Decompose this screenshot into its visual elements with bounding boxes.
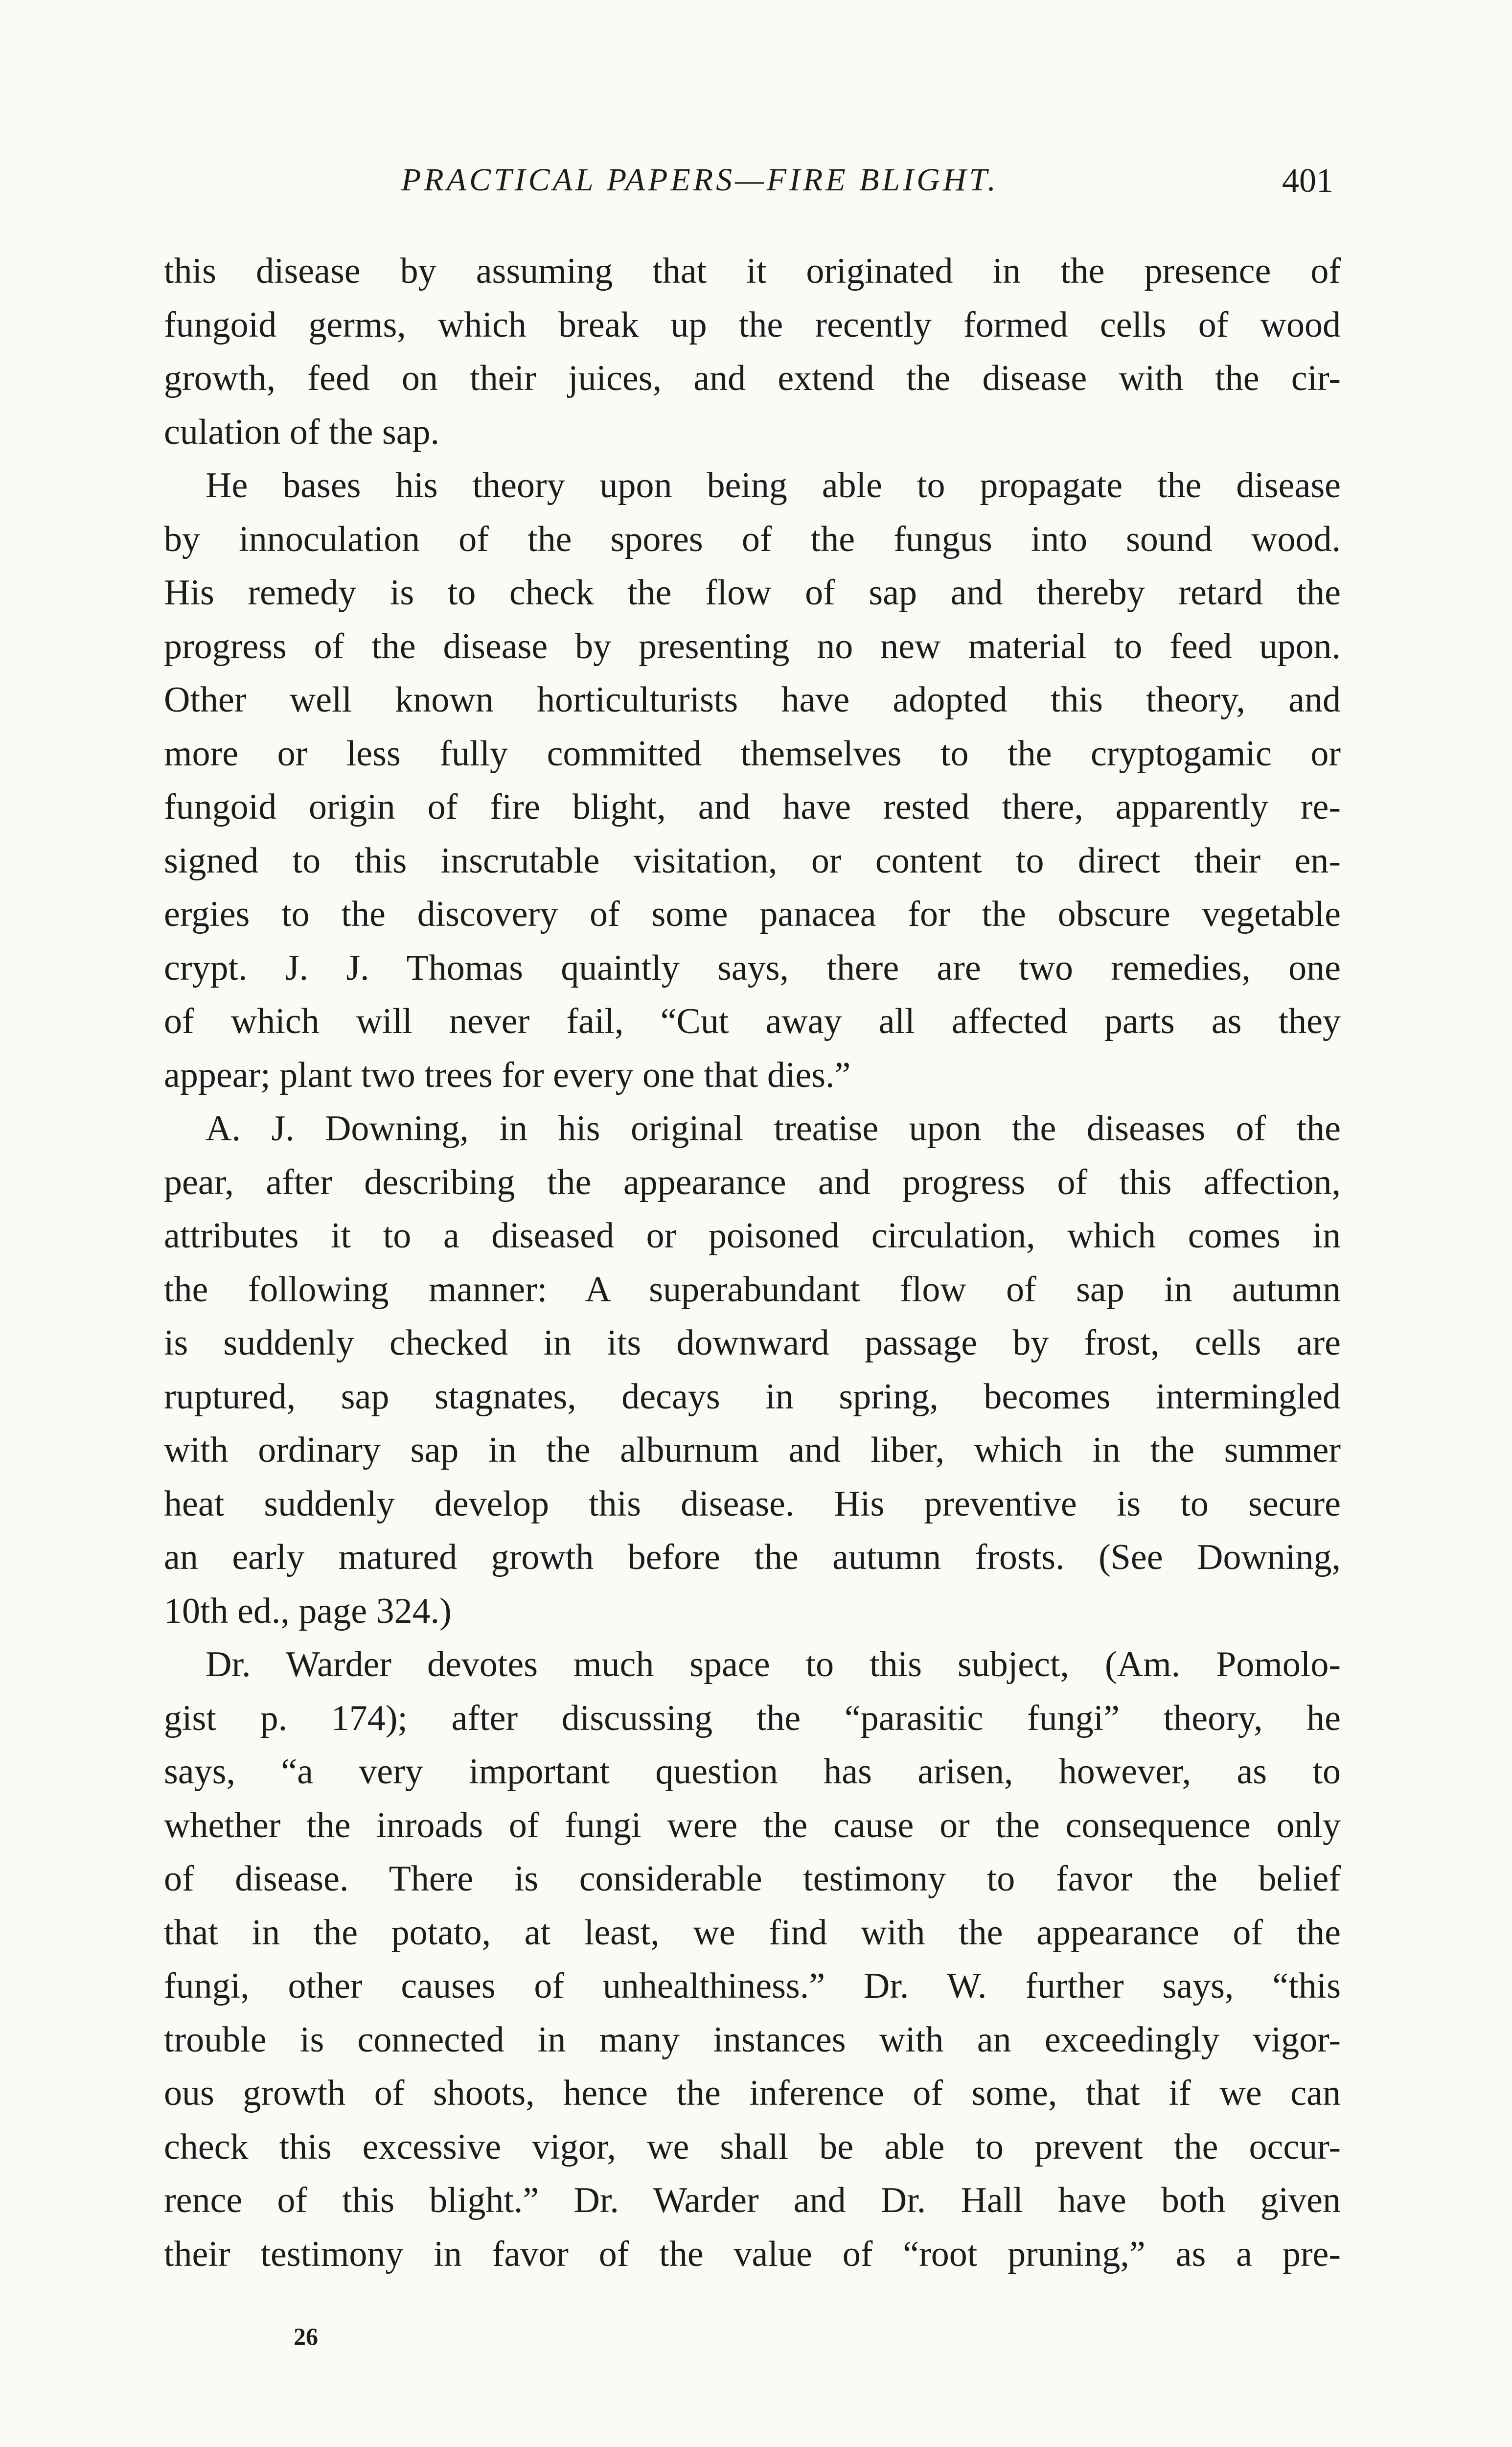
text-line: trouble is connected in many instances with an exceedingly vigor- <box>164 2019 1341 2060</box>
text-line: crypt. J. J. Thomas quaintly says, there are two remedies, one <box>164 947 1341 988</box>
page-number: 401 <box>1282 162 1333 200</box>
text-line: He bases his theory upon being able to propagate the disease <box>206 465 1341 506</box>
text-line: is suddenly checked in its downward passage by frost, cells are <box>164 1323 1341 1363</box>
text-line: appear; plant two trees for every one that dies.” <box>164 1055 851 1095</box>
text-line: pear, after describing the appearance and progress of this affection, <box>164 1162 1341 1202</box>
text-line: of which will never fail, “Cut away all affected parts as they <box>164 1001 1341 1041</box>
text-line: 10th ed., page 324.) <box>164 1591 452 1631</box>
text-line: rence of this blight.” Dr. Warder and Dr. Hall have both given <box>164 2180 1341 2220</box>
text-line: signed to this inscrutable visitation, or content to direct their en- <box>164 840 1341 881</box>
body-text <box>164 245 1341 2281</box>
text-line: their testimony in favor of the value of “root pruning,” as a pre- <box>164 2234 1341 2274</box>
text-line: gist p. 174); after discussing the “parasitic fungi” theory, he <box>164 1698 1341 1738</box>
text-line: an early matured growth before the autumn frosts. (See Downing, <box>164 1537 1341 1577</box>
text-line: this disease by assuming that it originated in the presence of <box>164 251 1341 291</box>
text-line: His remedy is to check the flow of sap and thereby retard the <box>164 573 1341 613</box>
text-line: culation of the sap. <box>164 412 440 452</box>
text-line: A. J. Downing, in his original treatise upon the diseases of the <box>206 1108 1341 1149</box>
text-line: that in the potato, at least, we find with the appearance of the <box>164 1912 1341 1953</box>
text-line: ergies to the discovery of some panacea for the obscure vegetable <box>164 894 1341 934</box>
text-line: check this excessive vigor, we shall be able to prevent the occur- <box>164 2126 1341 2167</box>
text-line: with ordinary sap in the alburnum and liber, which in the summer <box>164 1430 1341 1470</box>
text-line: ous growth of shoots, hence the inference of some, that if we can <box>164 2073 1341 2113</box>
text-line: fungoid germs, which break up the recently formed cells of wood <box>164 304 1341 345</box>
text-line: fungi, other causes of unhealthiness.” Dr. W. further says, “this <box>164 1966 1341 2006</box>
text-line: Other well known horticulturists have adopted this theory, and <box>164 680 1341 720</box>
text-line: growth, feed on their juices, and extend the disease with the cir- <box>164 358 1341 398</box>
text-line: says, “a very important question has arisen, however, as to <box>164 1752 1341 1792</box>
text-line: more or less fully committed themselves to the cryptogamic or <box>164 733 1341 774</box>
text-line: the following manner: A superabundant flow of sap in autumn <box>164 1269 1341 1310</box>
text-line: whether the inroads of fungi were the cause or the consequence only <box>164 1805 1341 1846</box>
text-line: heat suddenly develop this disease. His preventive is to secure <box>164 1483 1341 1524</box>
text-line: by innoculation of the spores of the fungus into sound wood. <box>164 519 1341 559</box>
text-line: Dr. Warder devotes much space to this subject, (Am. Pomolo- <box>206 1644 1341 1685</box>
text-line: of disease. There is considerable testimony to favor the belief <box>164 1859 1341 1899</box>
running-title: PRACTICAL PAPERS—FIRE BLIGHT. <box>401 162 999 198</box>
text-line: ruptured, sap stagnates, decays in spring, becomes intermingled <box>164 1376 1341 1417</box>
text-line: attributes it to a diseased or poisoned circulation, which comes in <box>164 1216 1341 1256</box>
text-line: fungoid origin of fire blight, and have rested there, apparently re- <box>164 787 1341 827</box>
signature-mark: 26 <box>294 2323 318 2350</box>
text-line: progress of the disease by presenting no new material to feed upon. <box>164 626 1341 667</box>
